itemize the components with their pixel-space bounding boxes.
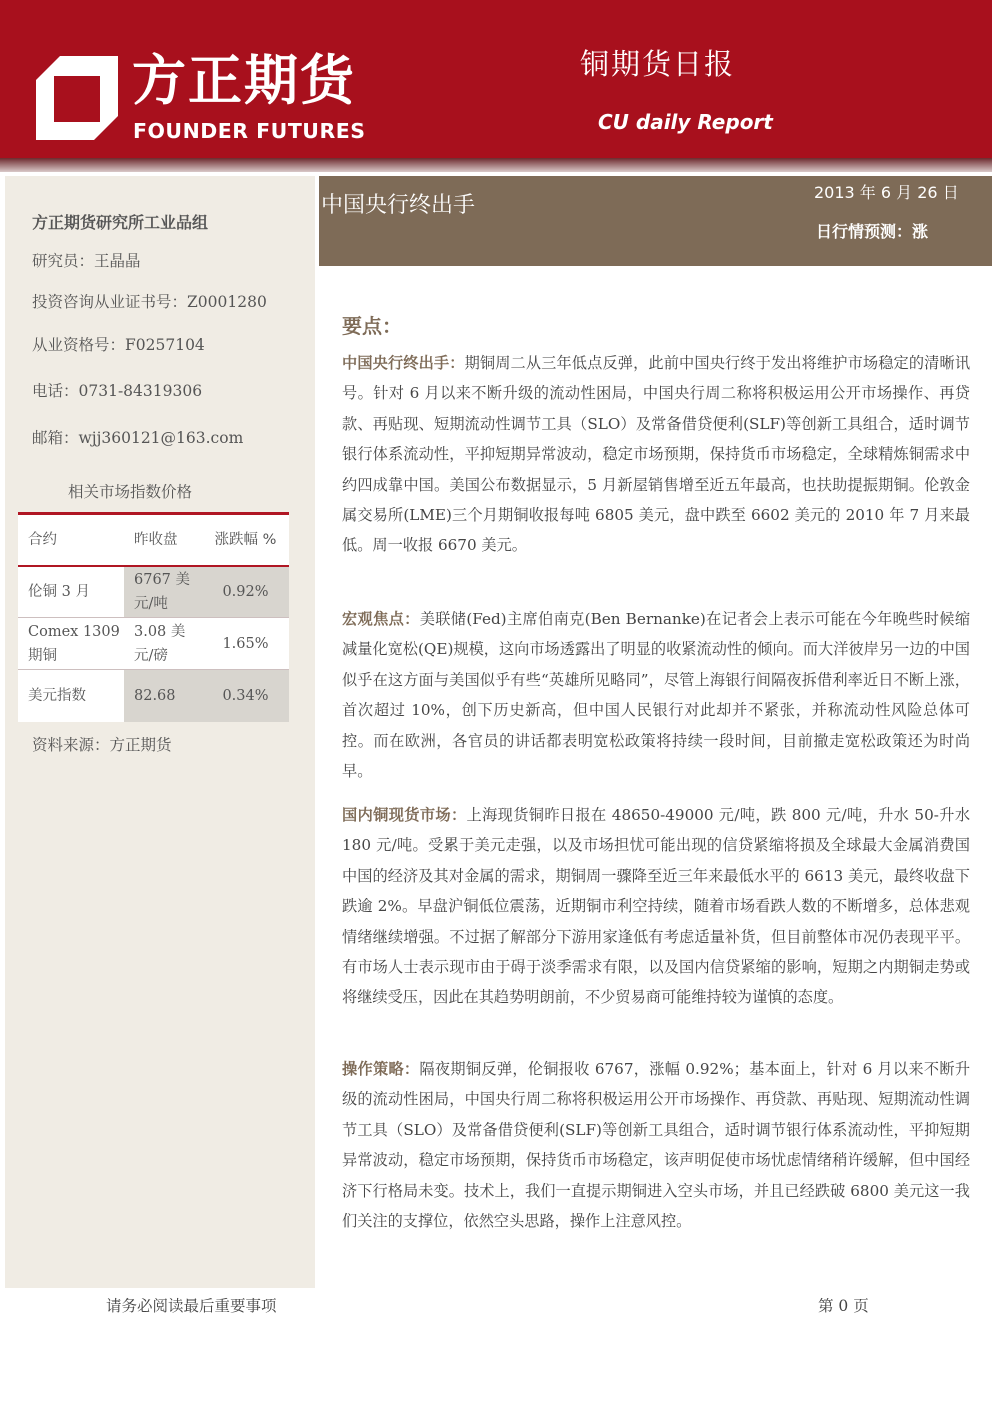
data-source: 资料来源：方正期货 — [32, 736, 172, 754]
email-address[interactable]: 邮箱：wjj360121@163.com — [32, 429, 244, 447]
paragraph-lead: 操作策略： — [342, 1060, 420, 1078]
paragraph-text: 美联储(Fed)主席伯南克(Ben Bernanke)在记者会上表示可能在今年晚些时候缩减量化宽松(QE)规模，这向市场透露出了明显的收紧流动性的倾向。而大洋彼岸另一边的中国似乎在这方面与美国似乎有些“英雄所见略同”，尽管上海银行间隔夜拆借利率近日不断上涨，首次超过 10%，创下历史新高，但中国人民银行对此却并不紧张，并称流动性风险总体可控。而在欧洲，各官员的讲话都表明宽松政策将持续一段时间，目前撤走宽松政策还为时尚早。 — [342, 610, 971, 781]
paragraph-lead: 宏观焦点： — [342, 610, 420, 628]
daily-forecast: 日行情预测：涨 — [816, 222, 929, 241]
logo-english-name: FOUNDER FUTURES — [133, 119, 366, 143]
cell-close: 3.08 美元/磅 — [124, 618, 202, 670]
article-title: 中国央行终出手 — [321, 193, 476, 218]
logo-chinese-name: 方正期货 — [132, 49, 356, 112]
header-close: 昨收盘 — [124, 514, 202, 566]
cell-contract: 美元指数 — [28, 687, 86, 704]
cell-contract: 伦铜 3 月 — [18, 566, 124, 618]
report-date: 2013 年 6 月 26 日 — [814, 183, 959, 202]
paragraph-spot-market — [342, 800, 970, 1013]
key-points-heading: 要点： — [342, 314, 402, 338]
qualification-number: 从业资格号：F0257104 — [32, 336, 205, 354]
table-row — [18, 566, 289, 618]
paragraph-lead: 国内铜现货市场： — [342, 806, 467, 824]
researcher-name: 研究员：王晶晶 — [32, 252, 141, 270]
paragraph-text: 上海现货铜昨日报在 48650-49000 元/吨，跌 800 元/吨，升水 50-升水 180 元/吨。受累于美元走强，以及市场担忧可能出现的信贷紧缩将损及全球最大金属消费国中国的经济及其对金属的需求，期铜周一骤降至近三年来最低水平的 6613 美元，最终收盘下跌逾 2%。早盘沪铜低位震荡，近期铜市利空持续，随着市场看跌人数的不断增多，总体悲观情绪继续增强。不过据了解部分下游用家逢低有考虑适量补货，但目前整体市况仍表现平平。有市场人士表示现市由于碍于淡季需求有限，以及国内信贷紧缩的影响，短期之内期铜走势或将继续受压，因此在其趋势明朗前，不少贸易商可能维持较为谨慎的态度。 — [342, 806, 971, 1007]
phone-number: 电话：0731-84319306 — [32, 382, 203, 400]
cell-contract: Comex 1309 期铜 — [18, 618, 124, 670]
founder-logo-icon — [36, 56, 118, 140]
paragraph-macro — [342, 604, 970, 786]
cell-close: 6767 美元/吨 — [124, 566, 202, 618]
market-index-table — [18, 512, 289, 722]
paragraph-lead: 中国央行终出手： — [342, 354, 465, 372]
table-header-row — [18, 514, 289, 566]
footer-disclaimer: 请务必阅读最后重要事项 — [106, 1297, 277, 1315]
header-contract: 合约 — [18, 514, 124, 566]
certificate-number: 投资咨询从业证书号：Z0001280 — [32, 293, 267, 311]
report-title-english: CU daily Report — [598, 110, 773, 134]
cell-close: 82.68 — [124, 670, 202, 722]
cell-change: 1.65% — [202, 618, 289, 670]
paragraph-central-bank — [342, 348, 970, 561]
paragraph-text: 期铜周二从三年低点反弹，此前中国央行终于发出将维护市场稳定的清晰讯号。针对 6 月以来不断升级的流动性困局，中国央行周二称将积极运用公开市场操作、再贷款、再贴现、短期流动性调节工具（SLO）及常备借贷便利(SLF)等创新工具组合，适时调节银行体系流动性，平抑短期异常波动，稳定市场预期，保持货币市场稳定，全球精炼铜需求中约四成靠中国。美国公布数据显示，5 月新屋销售增至近五年最高，也扶助提振期铜。伦敦金属交易所(LME)三个月期铜收报每吨 6805 美元，盘中跌至 6602 美元的 2010 年 7 月来最低。周一收报 6670 美元。 — [342, 354, 970, 555]
header-shadow-divider — [0, 158, 992, 172]
report-title-chinese: 铜期货日报 — [580, 47, 736, 81]
cell-change: 0.92% — [202, 566, 289, 618]
cell-change: 0.34% — [202, 670, 289, 722]
table-row — [18, 670, 289, 722]
table-row — [18, 618, 289, 670]
paragraph-text: 隔夜期铜反弹，伦铜报收 6767，涨幅 0.92%；基本面上，针对 6 月以来不断升级的流动性困局，中国央行周二称将积极运用公开市场操作、再贷款、再贴现、短期流动性调节工具（SLO）及常备借贷便利(SLF)等创新工具组合，适时调节银行体系流动性，平抑短期异常波动，稳定市场预期，保持货币市场稳定，该声明促使市场忧虑情绪稍许缓解，但中国经济下行格局未变。技术上，我们一直提示期铜进入空头市场，并且已经跌破 6800 美元这一我们关注的支撑位，依然空头思路，操作上注意风控。 — [342, 1060, 971, 1231]
page-number: 第 0 页 — [818, 1297, 869, 1315]
paragraph-strategy — [342, 1054, 970, 1236]
research-org: 方正期货研究所工业品组 — [32, 213, 209, 232]
header-change: 涨跌幅 % — [202, 514, 289, 566]
market-table-title: 相关市场指数价格 — [68, 483, 193, 501]
